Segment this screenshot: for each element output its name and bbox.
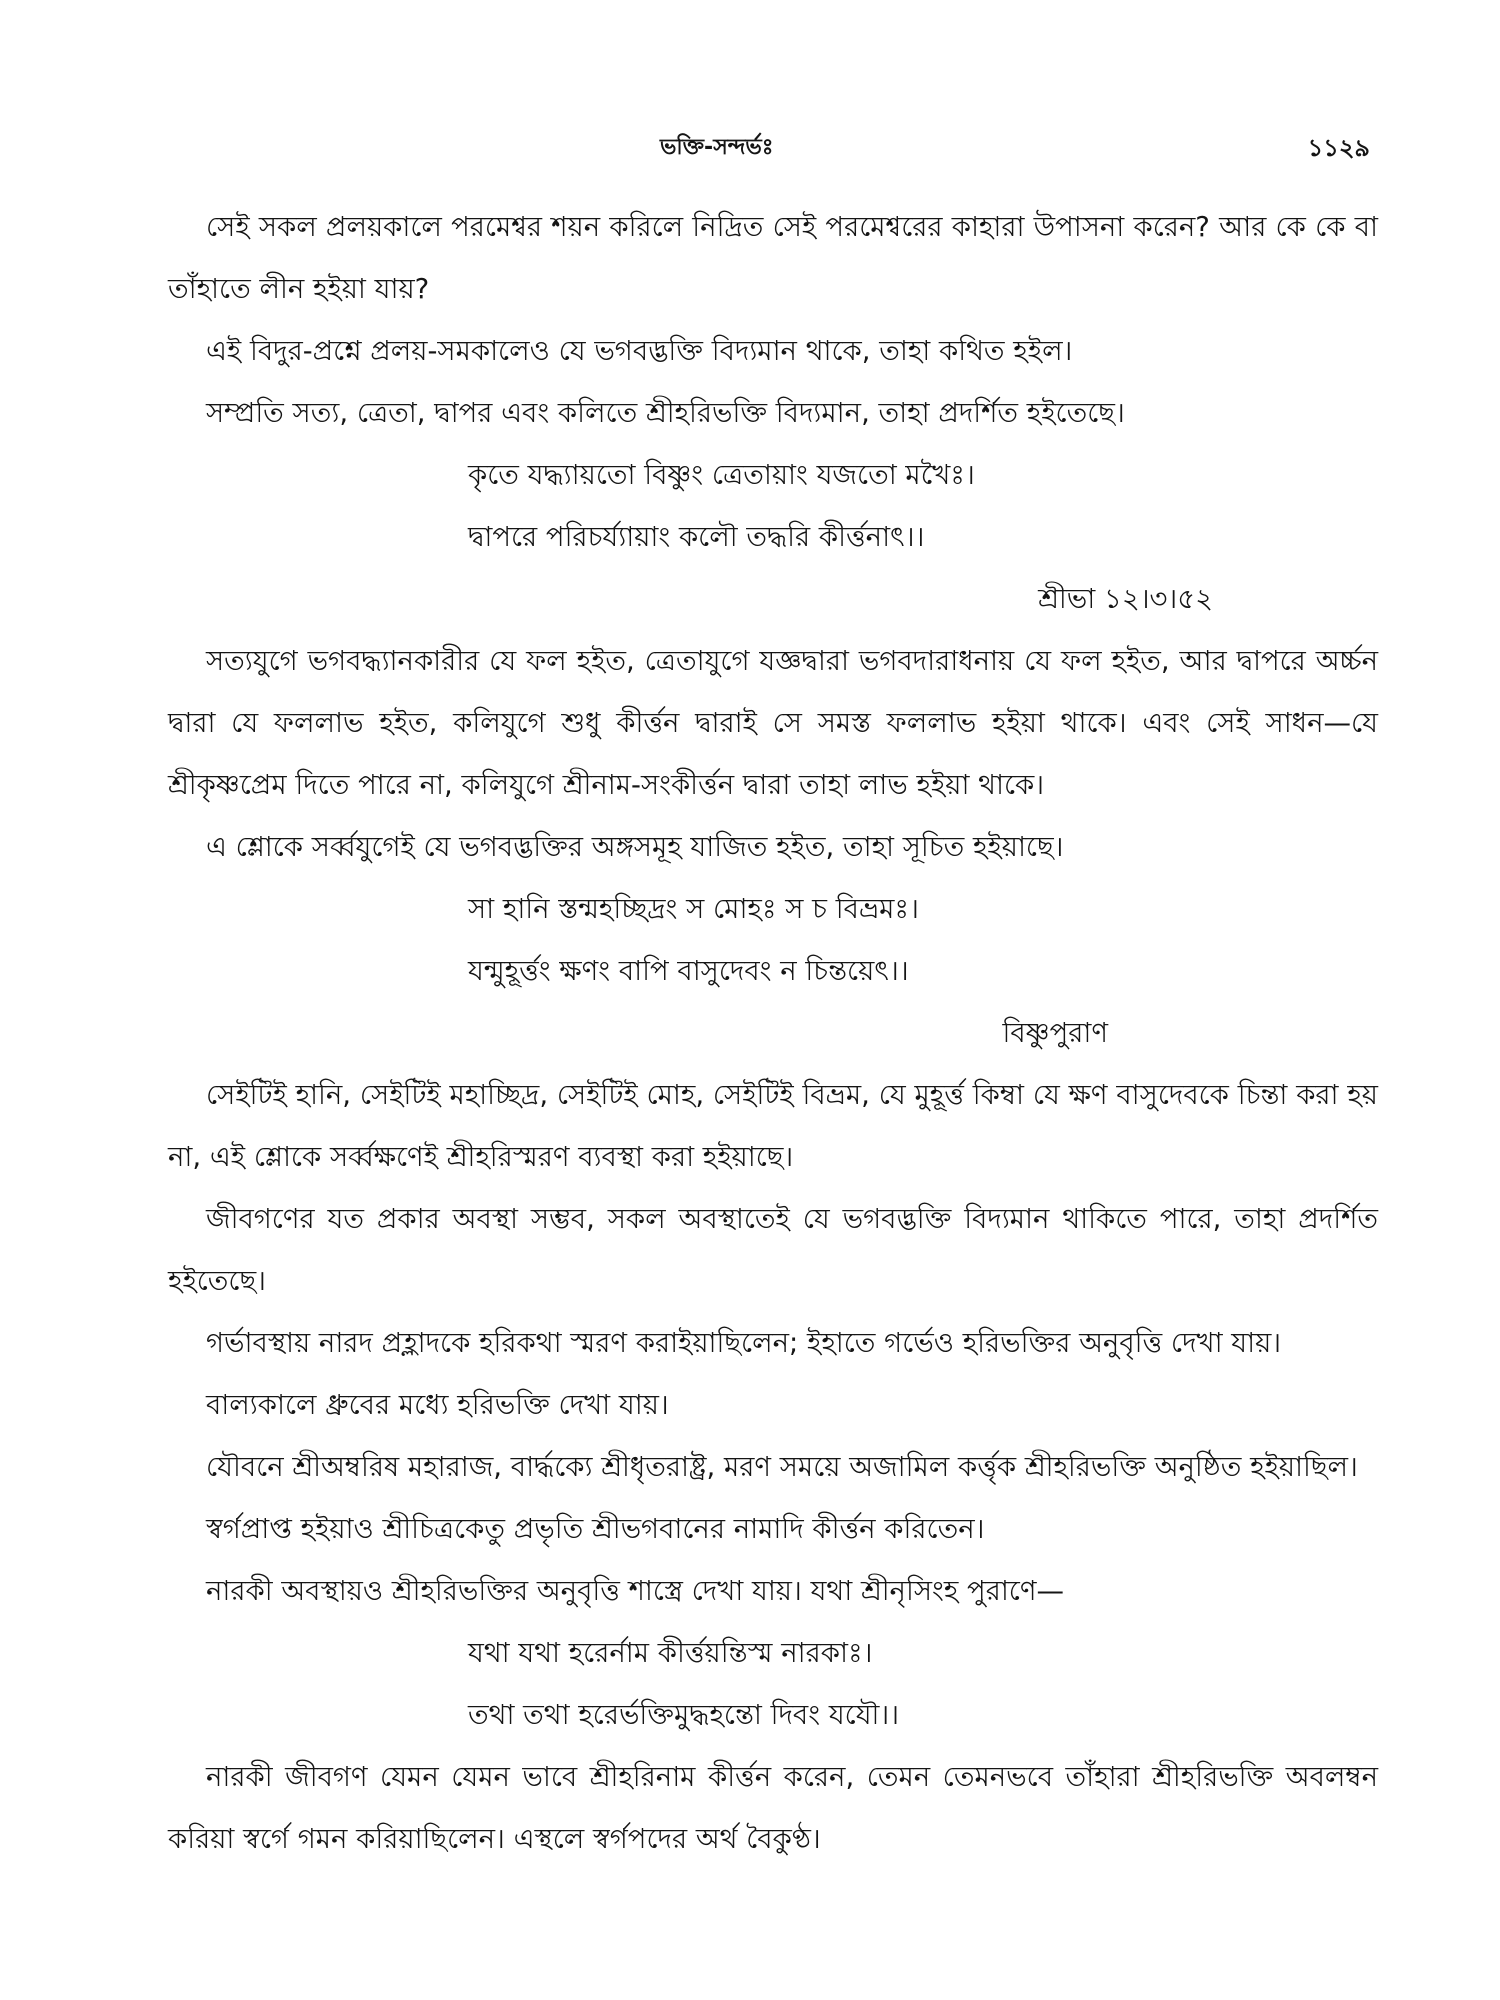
paragraph: বাল্যকালে ধ্রুবের মধ্যে হরিভক্তি দেখা যায়। (206, 1389, 669, 1421)
paragraph: যৌবনে শ্রীঅম্বরিষ মহারাজ, বার্দ্ধক্যে শ্রীধৃতরাষ্ট্র, মরণ সময়ে অজামিল কর্ত্তৃক শ্রীহরিভক্তি অনুষ্ঠিত হইয়াছিল। (206, 1451, 1358, 1483)
verse-source: শ্রীভা ১২।৩।৫২ (1038, 583, 1213, 615)
verse-line: তথা তথা হরের্ভক্তিমুদ্ধহন্তো দিবং যযৌ।। (468, 1699, 900, 1731)
running-title: ভক্তি-সন্দর্ভঃ (660, 135, 774, 160)
paragraph: স্বর্গপ্রাপ্ত হইয়াও শ্রীচিত্রকেতু প্রভৃতি শ্রীভগবানের নামাদি কীর্ত্তন করিতেন। (206, 1513, 985, 1545)
page-header (0, 130, 1500, 170)
paragraph: সম্প্রতি সত্য, ত্রেতা, দ্বাপর এবং কলিতে শ্রীহরিভক্তি বিদ্যমান, তাহা প্রদর্শিত হইতেছে। (206, 397, 1125, 429)
paragraph: এ শ্লোকে সর্ব্বযুগেই যে ভগবদ্ভক্তির অঙ্গসমূহ যাজিত হইত, তাহা সূচিত হইয়াছে। (206, 831, 1064, 863)
body-text (168, 196, 1378, 1870)
verse-line: কৃতে যদ্ধ্যায়তো বিষ্ণুং ত্রেতায়াং যজতো মখৈঃ। (468, 459, 975, 491)
paragraph: জীবগণের যত প্রকার অবস্থা সম্ভব, সকল অবস্থাতেই যে ভগবদ্ভক্তি বিদ্যমান থাকিতে পারে, তাহা প্রদর্শিত হইতেছে। (168, 1203, 1378, 1297)
paragraph: নারকী জীবগণ যেমন যেমন ভাবে শ্রীহরিনাম কীর্ত্তন করেন, তেমন তেমনভবে তাঁহারা শ্রীহরিভক্তি অবলম্বন করিয়া স্বর্গে গমন করিয়াছিলেন। এস্থলে স্বর্গপদের অর্থ বৈকুণ্ঠ। (168, 1761, 1378, 1855)
verse-source: বিষ্ণুপুরাণ (1002, 1017, 1108, 1049)
verse-line: যথা যথা হরের্নাম কীর্ত্তয়ন্তিস্ম নারকাঃ। (468, 1637, 873, 1669)
verse-line: সা হানি স্তন্মহচ্ছিদ্রং স মোহঃ স চ বিভ্রমঃ। (468, 893, 919, 925)
paragraph: এই বিদুর-প্রশ্নে প্রলয়-সমকালেও যে ভগবদ্ভক্তি বিদ্যমান থাকে, তাহা কথিত হইল। (206, 335, 1073, 367)
page-number: ১১২৯ (1307, 134, 1370, 162)
verse-line: দ্বাপরে পরিচর্য্যায়াং কলৌ তদ্ধরি কীর্ত্তনাৎ।। (468, 521, 925, 553)
paragraph: গর্ভাবস্থায় নারদ প্রহ্লাদকে হরিকথা স্মরণ করাইয়াছিলেন; ইহাতে গর্ভেও হরিভক্তির অনুবৃত্তি দেখা যায়। (206, 1327, 1282, 1359)
paragraph: সেইটিই হানি, সেইটিই মহাচ্ছিদ্র, সেইটিই মোহ, সেইটিই বিভ্রম, যে মুহূর্ত্ত কিম্বা যে ক্ষণ বাসুদেবকে চিন্তা করা হয় না, এই শ্লোকে সর্ব্বক্ষণেই শ্রীহরিস্মরণ ব্যবস্থা করা হইয়াছে। (168, 1079, 1378, 1173)
paragraph: সেই সকল প্রলয়কালে পরমেশ্বর শয়ন করিলে নিদ্রিত সেই পরমেশ্বরের কাহারা উপাসনা করেন? আর কে কে বা তাঁহাতে লীন হইয়া যায়? (168, 211, 1378, 305)
paragraph: নারকী অবস্থায়ও শ্রীহরিভক্তির অনুবৃত্তি শাস্ত্রে দেখা যায়। যথা শ্রীনৃসিংহ পুরাণে— (206, 1575, 1064, 1607)
verse-line: যন্মুহূর্ত্তং ক্ষণং বাপি বাসুদেবং ন চিন্তয়েৎ।। (468, 955, 909, 987)
paragraph: সত্যযুগে ভগবদ্ধ্যানকারীর যে ফল হইত, ত্রেতাযুগে যজ্ঞদ্বারা ভগবদারাধনায় যে ফল হইত, আর দ্বাপরে অর্চ্চন দ্বারা যে ফললাভ হইত, কলিযুগে শুধু কীর্ত্তন দ্বারাই সে সমস্ত ফললাভ হইয়া থাকে। এবং সেই সাধন—যে শ্রীকৃষ্ণপ্রেম দিতে পারে না, কলিযুগে শ্রীনাম-সংকীর্ত্তন দ্বারা তাহা লাভ হইয়া থাকে। (168, 645, 1378, 801)
